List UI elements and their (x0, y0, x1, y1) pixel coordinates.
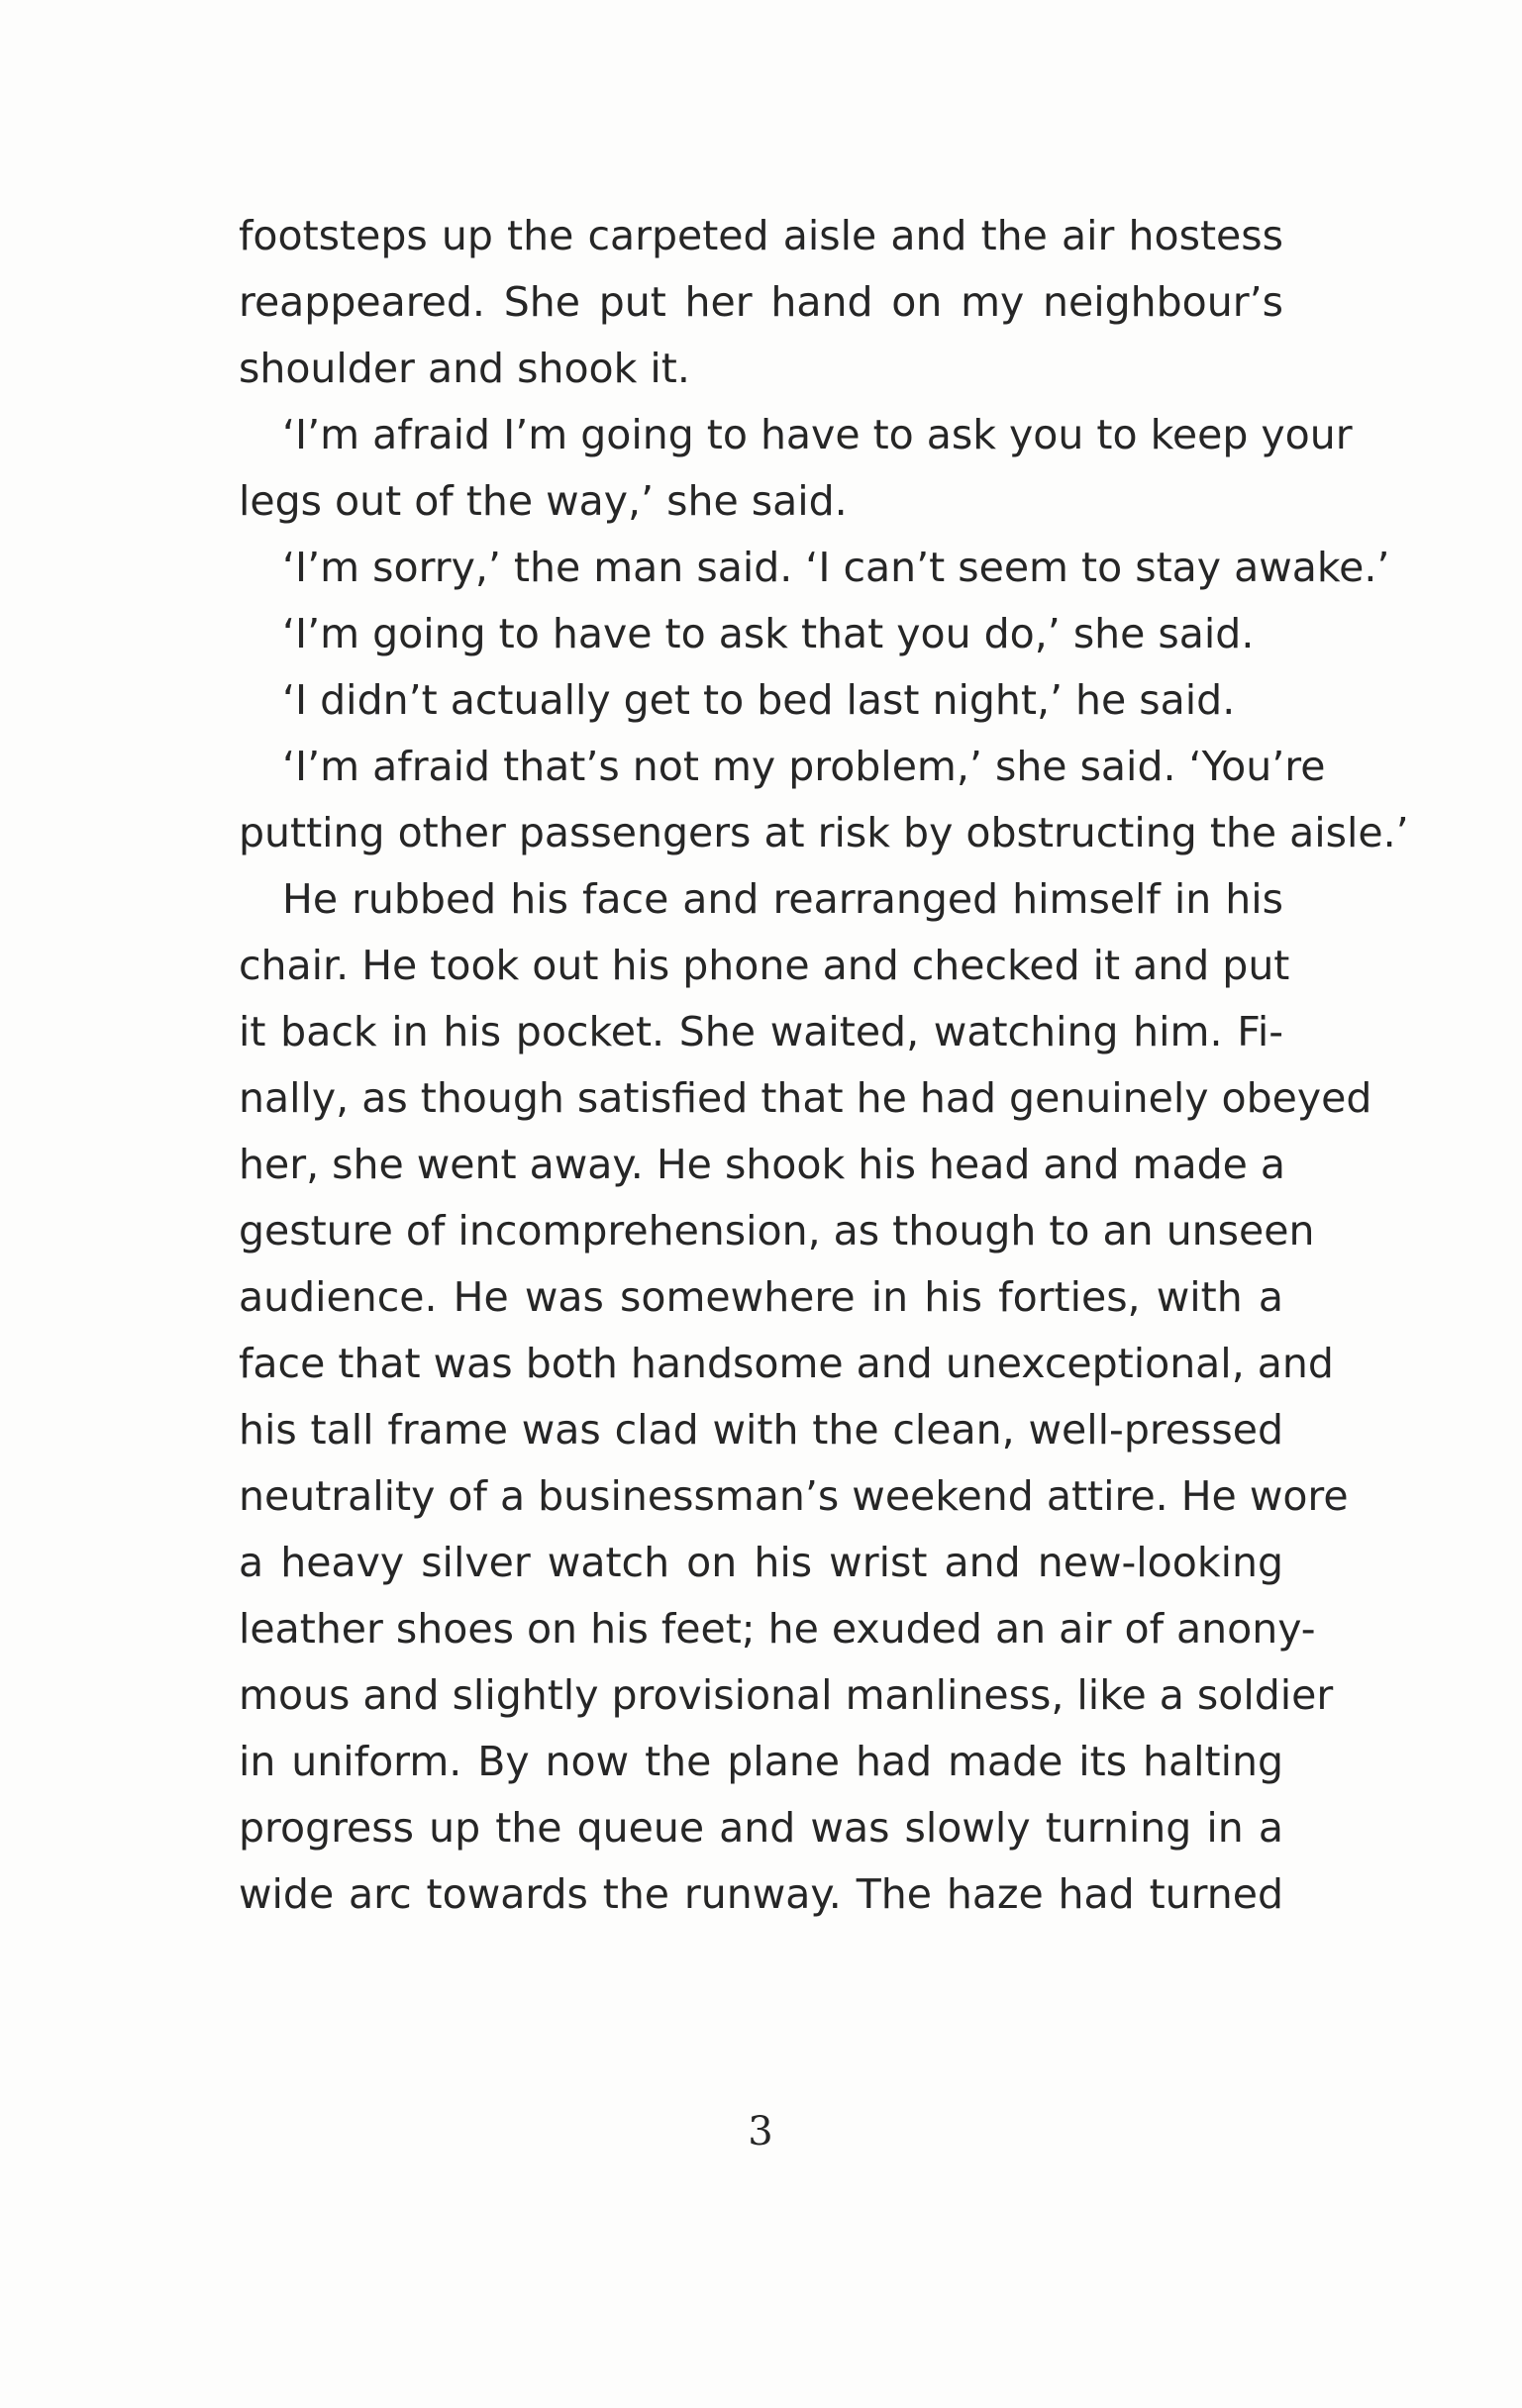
text-line: ‘I’m afraid I’m going to have to ask you to keep your (282, 411, 1353, 458)
text-line: He rubbed his face and rearranged himself in his (282, 875, 1283, 923)
text-line: leather shoes on his feet; he exuded an air of anony- (239, 1605, 1316, 1653)
text-line: ‘I’m afraid that’s not my problem,’ she said. ‘You’re (282, 743, 1326, 790)
text-line: shoulder and shook it. (239, 345, 690, 392)
text-line: mous and slightly provisional manliness, like a soldier (239, 1671, 1334, 1719)
text-line: chair. He took out his phone and checked it and put (239, 942, 1290, 989)
text-line: neutrality of a businessman’s weekend attire. He wore (239, 1472, 1349, 1520)
text-line: progress up the queue and was slowly turning in a (239, 1804, 1283, 1852)
text-line: legs out of the way,’ she said. (239, 477, 848, 525)
text-line: audience. He was somewhere in his forties, with a (239, 1273, 1283, 1321)
text-line: a heavy silver watch on his wrist and new-looking (239, 1539, 1283, 1586)
text-line: face that was both handsome and unexceptional, and (239, 1340, 1334, 1387)
text-line: gesture of incomprehension, as though to an unseen (239, 1207, 1315, 1254)
text-line: ‘I didn’t actually get to bed last night,’ he said. (282, 676, 1236, 724)
page-number: 3 (748, 2109, 773, 2155)
text-line: ‘I’m going to have to ask that you do,’ she said. (282, 610, 1255, 657)
text-line: it back in his pocket. She waited, watching him. Fi- (239, 1008, 1283, 1055)
text-line: reappeared. She put her hand on my neighbour’s (239, 278, 1283, 326)
text-line: his tall frame was clad with the clean, well-pressed (239, 1406, 1283, 1454)
text-line: ‘I’m sorry,’ the man said. ‘I can’t seem to stay awake.’ (282, 544, 1390, 591)
text-line: nally, as though satisfied that he had genuinely obeyed (239, 1074, 1372, 1122)
text-line: wide arc towards the runway. The haze had turned (239, 1870, 1283, 1918)
text-line: in uniform. By now the plane had made its halting (239, 1738, 1283, 1785)
text-line: footsteps up the carpeted aisle and the air hostess (239, 212, 1283, 259)
text-line: putting other passengers at risk by obstructing the aisle.’ (239, 809, 1409, 856)
text-line: her, she went away. He shook his head and made a (239, 1141, 1286, 1188)
